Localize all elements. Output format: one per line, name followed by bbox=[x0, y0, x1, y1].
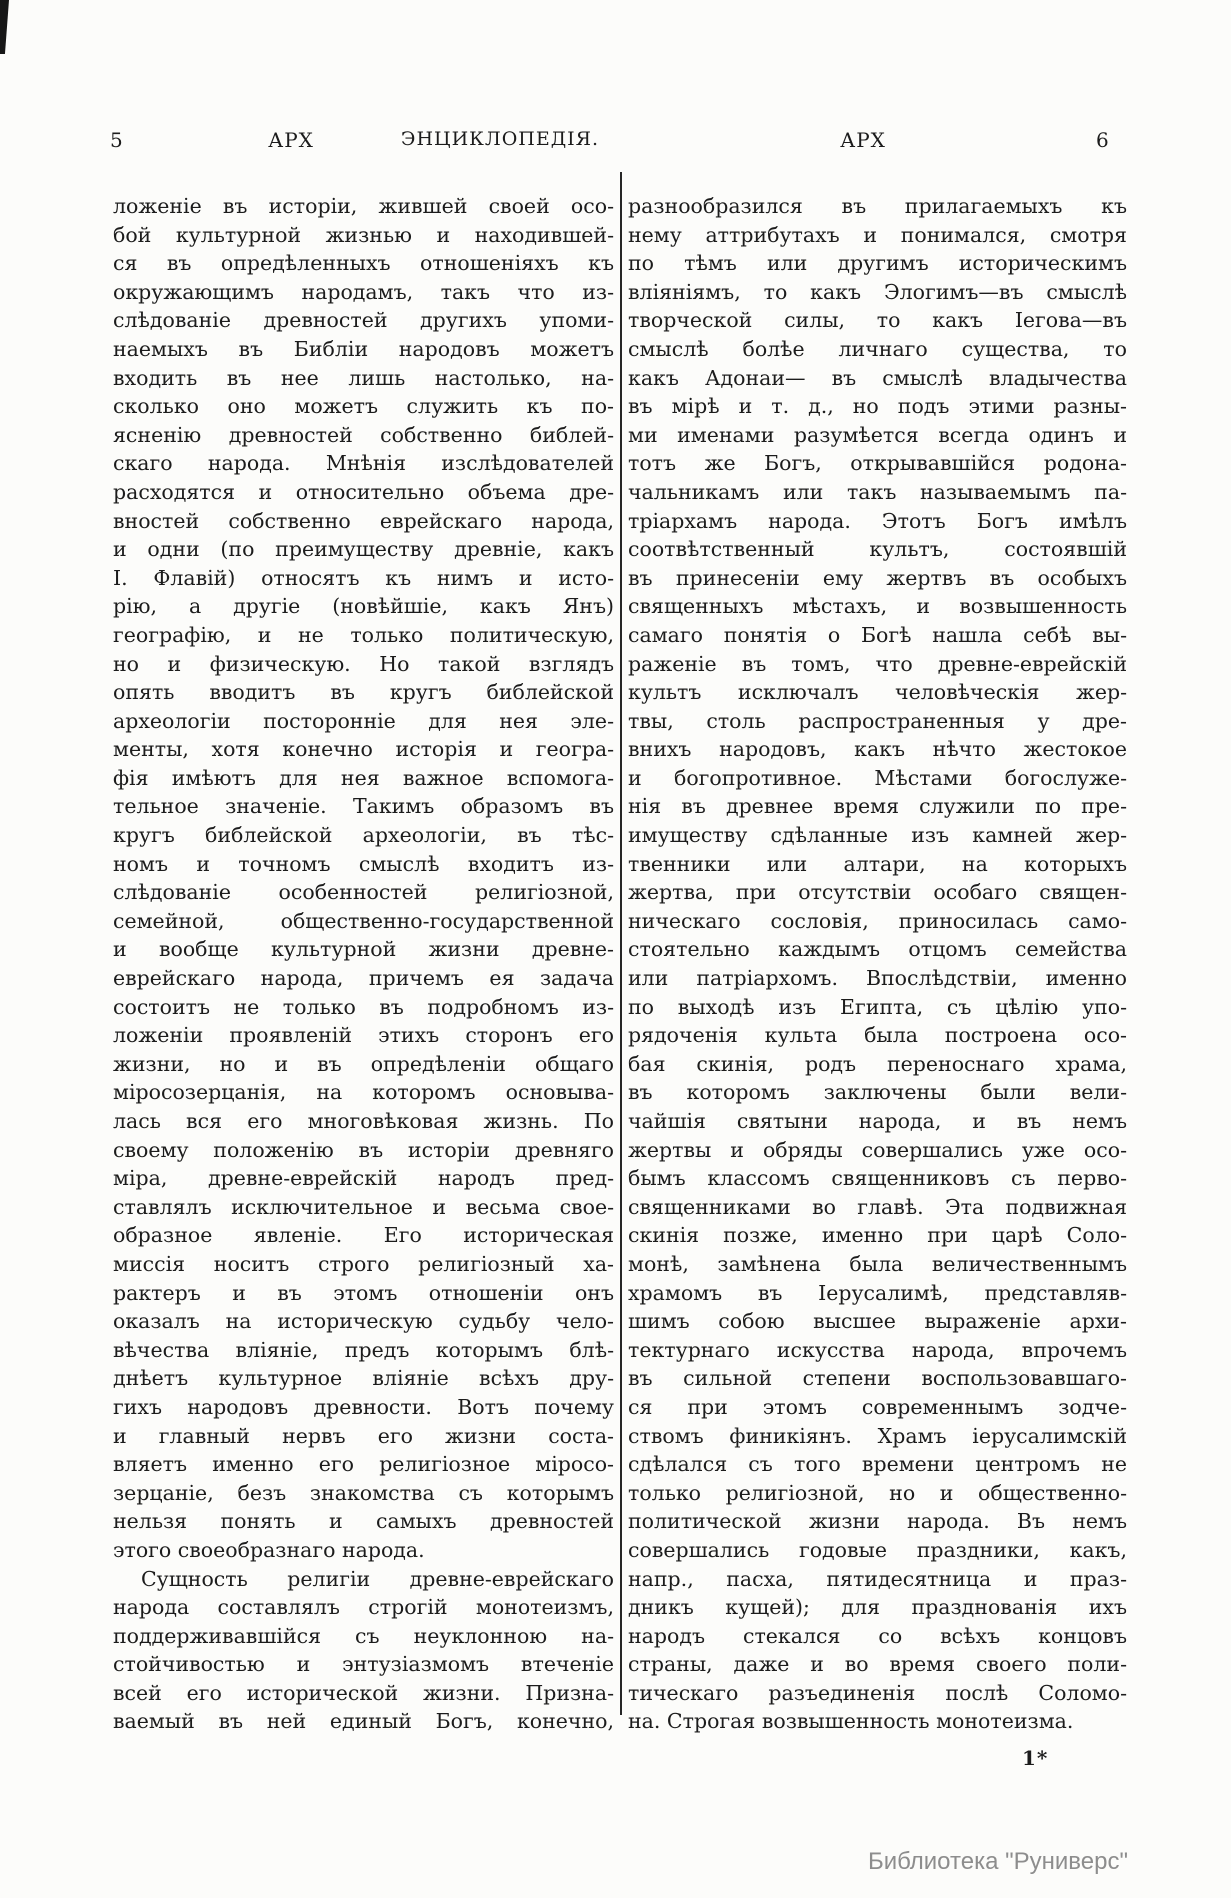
text-line: археологіи посторонніе для нея эле- bbox=[113, 708, 614, 733]
text-line: вляетъ именно его религіозное міросо- bbox=[113, 1452, 614, 1477]
text-line: вностей собственно еврейскаго народа, bbox=[113, 508, 614, 533]
text-line: въ принесеніи ему жертвъ въ особыхъ bbox=[628, 565, 1127, 590]
text-line: ническаго сословія, приносилась само- bbox=[628, 908, 1127, 933]
text-line: ся въ опредѣленныхъ отношеніяхъ къ bbox=[113, 251, 614, 276]
text-line: въ которомъ заключены были вели- bbox=[628, 1080, 1127, 1105]
column-divider-rule bbox=[620, 172, 622, 1715]
encyclopedia-title: ЭНЦИКЛОПЕДІЯ. bbox=[400, 128, 600, 150]
text-line: расходятся и относительно объема дре- bbox=[113, 479, 614, 504]
text-line: географію, и не только политическую, bbox=[113, 622, 614, 647]
text-line: ложеніи проявленій этихъ сторонъ его bbox=[113, 1023, 614, 1048]
text-line: поддерживавшійся съ неуклонною на- bbox=[113, 1623, 614, 1648]
text-line: народъ стекался со всѣхъ концовъ bbox=[628, 1623, 1127, 1648]
text-line: зерцаніе, безъ знакомства съ которымъ bbox=[113, 1480, 614, 1505]
text-line: рядоченія культа была построена осо- bbox=[628, 1023, 1127, 1048]
text-line: нія въ древнее время служили по пре- bbox=[628, 794, 1127, 819]
text-line: тотъ же Богъ, открывавшійся родона- bbox=[628, 451, 1127, 476]
text-line: бымъ классомъ священниковъ съ перво- bbox=[628, 1166, 1127, 1191]
text-line: слѣдованіе особенностей религіозной, bbox=[113, 880, 614, 905]
text-line: всей его исторической жизни. Призна- bbox=[113, 1680, 614, 1705]
text-line: внихъ народовъ, какъ нѣчто жестокое bbox=[628, 737, 1127, 762]
text-line: номъ и точномъ смыслѣ входитъ из- bbox=[113, 851, 614, 876]
text-line: раженіе въ томъ, что древне-еврейскій bbox=[628, 651, 1127, 676]
text-line: по выходѣ изъ Египта, съ цѣлію упо- bbox=[628, 994, 1127, 1019]
text-line: политической жизни народа. Въ немъ bbox=[628, 1509, 1127, 1534]
text-line: какъ Адонаи— въ смыслѣ владычества bbox=[628, 365, 1127, 390]
text-line: священниками во главѣ. Эта подвижная bbox=[628, 1194, 1127, 1219]
text-line: монѣ, замѣнена была величественнымъ bbox=[628, 1251, 1127, 1276]
text-line: напр., пасха, пятидесятница и праз- bbox=[628, 1566, 1127, 1591]
text-line: тическаго разъединенія послѣ Соломо- bbox=[628, 1680, 1127, 1705]
column-left bbox=[113, 192, 614, 1736]
text-line: жизни, но и въ опредѣленіи общаго bbox=[113, 1051, 614, 1076]
page-number-left: 5 bbox=[110, 128, 123, 152]
running-title-left: АРХ bbox=[268, 128, 314, 152]
text-line: гихъ народовъ древности. Вотъ почему bbox=[113, 1394, 614, 1419]
text-line: ставлялъ исключительное и весьма свое- bbox=[113, 1194, 614, 1219]
text-line: менты, хотя конечно исторія и геогра- bbox=[113, 737, 614, 762]
text-line: шимъ собою высшее выраженіе архи- bbox=[628, 1309, 1127, 1334]
text-line: рію, а другіе (новѣйшіе, какъ Янъ) bbox=[113, 594, 614, 619]
text-line: скаго народа. Мнѣнія изслѣдователей bbox=[113, 451, 614, 476]
text-line: совершались годовые праздники, какъ, bbox=[628, 1537, 1127, 1562]
text-line: твенники или алтари, на которыхъ bbox=[628, 851, 1127, 876]
text-line: творческой силы, то какъ Іегова—въ bbox=[628, 308, 1127, 333]
text-line: наемыхъ въ Библіи народовъ можетъ bbox=[113, 336, 614, 361]
text-line: жертвы и обряды совершались уже осо- bbox=[628, 1137, 1127, 1162]
text-line: и главный нервъ его жизни соста- bbox=[113, 1423, 614, 1448]
text-line: фія имѣютъ для нея важное вспомога- bbox=[113, 765, 614, 790]
text-line: тельное значеніе. Такимъ образомъ въ bbox=[113, 794, 614, 819]
signature-mark: 1* bbox=[1022, 1746, 1049, 1770]
text-line: имуществу сдѣланные изъ камней жер- bbox=[628, 823, 1127, 848]
text-line: кругъ библейской археологіи, въ тѣс- bbox=[113, 823, 614, 848]
column-right bbox=[628, 192, 1127, 1736]
text-line: соотвѣтственный культъ, состоявшій bbox=[628, 537, 1127, 562]
text-line: разнообразился въ прилагаемыхъ къ bbox=[628, 194, 1127, 218]
text-line: опять вводитъ въ кругъ библейской bbox=[113, 680, 614, 705]
library-watermark: Библиотека "Руниверс" bbox=[867, 1848, 1128, 1875]
text-line: священныхъ мѣстахъ, и возвышенность bbox=[628, 594, 1127, 619]
text-line: рактеръ и въ этомъ отношеніи онъ bbox=[113, 1280, 614, 1305]
text-line: семейной, общественно-государственной bbox=[113, 908, 614, 933]
text-line: на. Строгая возвышенность монотеизма. bbox=[628, 1709, 1074, 1734]
text-line: входить въ нее лишь настолько, на- bbox=[113, 365, 614, 390]
text-line: культъ исключалъ человѣческія жер- bbox=[628, 680, 1127, 705]
text-line: міра, древне-еврейскій народъ пред- bbox=[113, 1166, 614, 1191]
text-line: но и физическую. Но такой взглядъ bbox=[113, 651, 614, 676]
text-line: по тѣмъ или другимъ историческимъ bbox=[628, 251, 1127, 276]
text-line: миссія носитъ строго религіозный ха- bbox=[113, 1251, 614, 1276]
text-line: самаго понятія о Богѣ нашла себѣ вы- bbox=[628, 622, 1127, 647]
text-line: ваемый въ ней единый Богъ, конечно, bbox=[113, 1709, 614, 1734]
text-line: или патріархомъ. Впослѣдствіи, именно bbox=[628, 966, 1127, 991]
text-line: сколько оно можетъ служить къ по- bbox=[113, 394, 614, 419]
text-line: скинія позже, именно при царѣ Соло- bbox=[628, 1223, 1127, 1248]
text-line: въ мірѣ и т. д., но подъ этими разны- bbox=[628, 394, 1127, 419]
text-line: бой культурной жизнью и находившей- bbox=[113, 222, 614, 247]
text-line: нельзя понять и самыхъ древностей bbox=[113, 1509, 614, 1534]
text-line: бая скинія, родъ переноснаго храма, bbox=[628, 1051, 1127, 1076]
text-line: жертва, при отсутствіи особаго священ- bbox=[628, 880, 1127, 905]
page-header bbox=[0, 128, 1231, 158]
text-line: чальникамъ или такъ называемымъ па- bbox=[628, 479, 1127, 504]
text-line: вліяніямъ, то какъ Элогимъ—въ смыслѣ bbox=[628, 279, 1127, 304]
text-line: чайшія святыни народа, и въ немъ bbox=[628, 1109, 1127, 1133]
text-line: ясненію древностей собственно библей- bbox=[113, 422, 614, 447]
text-line: тріархамъ народа. Этотъ Богъ имѣлъ bbox=[628, 508, 1127, 533]
text-line: еврейскаго народа, причемъ ея задача bbox=[113, 966, 614, 991]
text-line: и одни (по преимуществу древніе, какъ bbox=[113, 537, 614, 562]
text-line: ствомъ финикіянъ. Храмъ іерусалимскій bbox=[628, 1423, 1127, 1448]
text-line: дникъ кущей); для празднованія ихъ bbox=[628, 1595, 1127, 1620]
text-line: образное явленіе. Его историческая bbox=[113, 1223, 614, 1248]
text-line: нему аттрибутахъ и понимался, смотря bbox=[628, 222, 1127, 247]
page-number-right: 6 bbox=[1096, 128, 1109, 152]
text-line: сдѣлался съ того времени центромъ не bbox=[628, 1452, 1127, 1477]
text-line: ми именами разумѣется всегда одинъ и bbox=[628, 422, 1127, 447]
text-line: страны, даже и во время своего поли- bbox=[628, 1652, 1127, 1677]
text-line: этого своеобразнаго народа. bbox=[113, 1537, 425, 1562]
text-line: тектурнаго искусства народа, впрочемъ bbox=[628, 1337, 1127, 1362]
text-line: состоитъ не только въ подробномъ из- bbox=[113, 994, 614, 1019]
text-line: стойчивостью и энтузіазмомъ втеченіе bbox=[113, 1652, 614, 1677]
text-line: окружающимъ народамъ, такъ что из- bbox=[113, 279, 614, 304]
text-line: стоятельно каждымъ отцомъ семейства bbox=[628, 937, 1127, 962]
text-line: Сущность религіи древне-еврейскаго bbox=[141, 1566, 614, 1591]
text-line: ложеніе въ исторіи, жившей своей осо- bbox=[113, 194, 614, 218]
text-line: слѣдованіе древностей другихъ упоми- bbox=[113, 308, 614, 333]
text-line: вѣчества вліяніе, предъ которымъ блѣ- bbox=[113, 1337, 614, 1362]
scan-edge-artifact bbox=[0, 0, 9, 54]
text-line: днѣетъ культурное вліяніе всѣхъ дру- bbox=[113, 1366, 614, 1391]
text-line: въ сильной степени воспользовавшаго- bbox=[628, 1366, 1127, 1391]
text-line: и богопротивное. Мѣстами богослуже- bbox=[628, 765, 1127, 790]
text-line: міросозерцанія, на которомъ основыва- bbox=[113, 1080, 614, 1105]
text-line: и вообще культурной жизни древне- bbox=[113, 937, 614, 962]
text-line: храмомъ въ Іерусалимѣ, представляв- bbox=[628, 1280, 1127, 1305]
text-line: ся при этомъ современнымъ зодче- bbox=[628, 1394, 1127, 1419]
text-line: смыслѣ болѣе личнаго существа, то bbox=[628, 336, 1127, 361]
text-line: лась вся его многовѣковая жизнь. По bbox=[113, 1109, 614, 1133]
text-line: только религіозной, но и общественно- bbox=[628, 1480, 1127, 1505]
text-line: І. Флавій) относятъ къ нимъ и исто- bbox=[113, 565, 614, 590]
text-line: оказалъ на историческую судьбу чело- bbox=[113, 1309, 614, 1334]
running-title-right: АРХ bbox=[840, 128, 886, 152]
text-line: народа составлялъ строгій монотеизмъ, bbox=[113, 1595, 614, 1620]
text-line: твы, столь распространенныя у дре- bbox=[628, 708, 1127, 733]
text-line: своему положенію въ исторіи древняго bbox=[113, 1137, 614, 1162]
